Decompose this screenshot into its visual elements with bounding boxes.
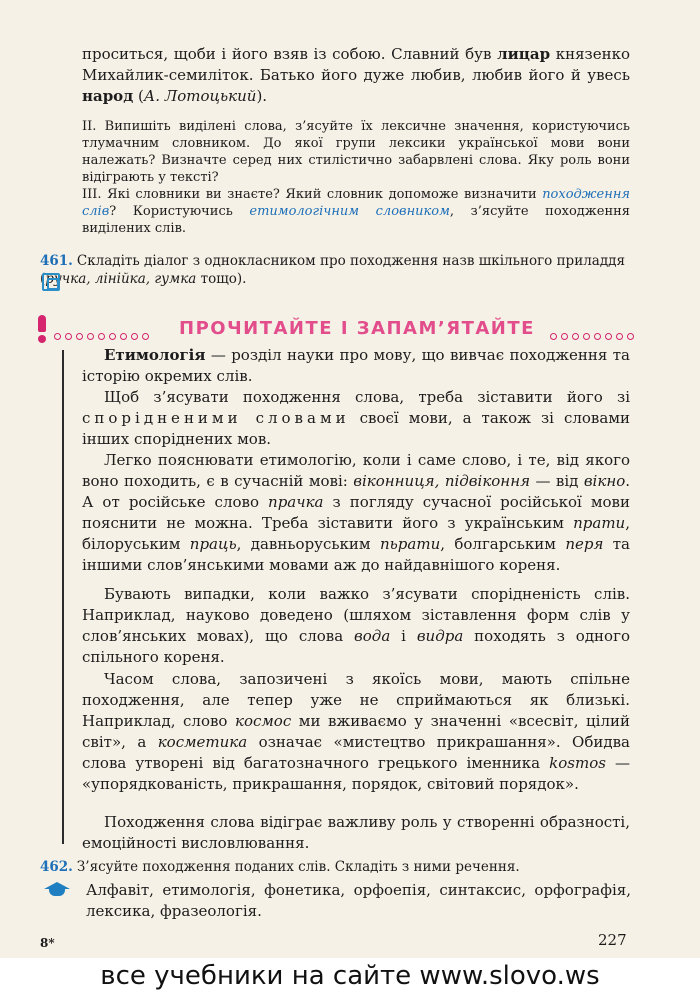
exercise-number: 461. <box>40 253 73 269</box>
excerpt-text: проситься, щоби і його взяв із собою. Славний був <box>82 45 498 63</box>
task-3: III. Які словники ви знаєте? Який словник допоможе визначити походження слів? Користуючись етимологічним словником, з’ясуйте походження виділених слів. <box>82 187 630 236</box>
exercise-461: 461. Складіть діалог з однокласником про походження назв шкільного приладдя (ручка, лінійка, гумка тощо). <box>40 253 625 287</box>
rule-paragraph-2: Щоб з’ясувати походження слова, треба зіставити його зі спорідненими словами своєї мови, а також зі словами інших споріднених мов. <box>82 388 630 448</box>
highlighted-word: народ <box>82 87 134 105</box>
exercise-462: 462. З’ясуйте походження поданих слів. Складіть з ними речення. <box>40 859 520 875</box>
page-number: 227 <box>598 931 627 949</box>
graduation-cap-icon <box>44 882 70 898</box>
term-etymology: Етимологія <box>104 346 206 364</box>
rule-paragraph-6: Походження слова відіграє важливу роль у створенні образності, емоційності висловлювання. <box>82 813 630 852</box>
excerpt-text: князенко Михайлик-семиліток. Батько його дуже любив, любив його й увесь <box>82 45 630 84</box>
term-highlight: походження слів <box>82 187 630 219</box>
rule-paragraph-4: Бувають випадки, коли важко з’ясувати спорідненість слів. Наприклад, науково доведено (шляхом зіставлення форм слів у слов’янських мовах), що слова вода і видра походять з одного спільного кореня. <box>82 585 630 666</box>
highlighted-word: лицар <box>497 45 551 63</box>
rule-banner <box>30 315 650 345</box>
rule-paragraph-5: Часом слова, запозичені з якоїсь мови, мають спільне походження, але тепер уже не сприймаються як близькі. Наприклад, слово космос ми вживаємо у значенні «всесвіт, цілий світ», а косметика означає «мистецтво прикрашання». Обидва слова утворені від багатозначного грецького іменника kosmos — «упорядкованість, прикрашання, порядок, світовий порядок». <box>82 670 630 793</box>
exercise-number: 462. <box>40 859 73 875</box>
task-2: II. Випишіть виділені слова, з’ясуйте їх лексичне значення, користуючись тлумачним словником. До якої групи лексики української мови вони належать? Визначте серед них стилістично забарвлені слова. Яку роль вони відіграють у тексті? <box>82 119 630 185</box>
banner-dots-left <box>54 325 164 335</box>
spaced-term: спорідненими словами <box>82 409 350 427</box>
term-highlight: етимологічним словником <box>249 204 450 219</box>
rule-margin-line <box>62 350 64 844</box>
banner-dots-right <box>550 325 650 335</box>
literary-excerpt: проситься, щоби і його взяв із собою. Славний був лицар князенко Михайлик-семиліток. Батько його дуже любив, любив його й увесь народ (А. Лотоцький). <box>82 45 630 105</box>
excerpt-author: А. Лотоцький <box>143 87 257 105</box>
banner-title: ПРОЧИТАЙТЕ І ЗАПАМ’ЯТАЙТЕ <box>179 318 535 339</box>
rule-paragraph-3: Легко пояснювати етимологію, коли і саме слово, і те, від якого воно походить, є в сучасній мові: віконниця, підвіконня — від вікно. А от російське слово прачка з погляду сучасної російської мови пояснити не можна. Треба зіставити його з українським прати, білоруським праць, давньоруським пьрати, болгарським перя та іншими слов’янськими мовами аж до найдавнішого кореня. <box>82 451 631 574</box>
dialog-square-icon <box>42 273 60 291</box>
signature-mark: 8* <box>40 936 55 950</box>
exclamation-icon <box>36 315 48 345</box>
exercise-462-words: Алфавіт, етимологія, фонетика, орфоепія, синтаксис, орфографія, лексика, фразеологія. <box>86 881 631 920</box>
site-watermark: все учебники на сайте www.slovo.ws <box>0 958 700 997</box>
rule-paragraph-1: Етимологія — розділ науки про мову, що вивчає походження та історію окремих слів. <box>82 346 630 385</box>
